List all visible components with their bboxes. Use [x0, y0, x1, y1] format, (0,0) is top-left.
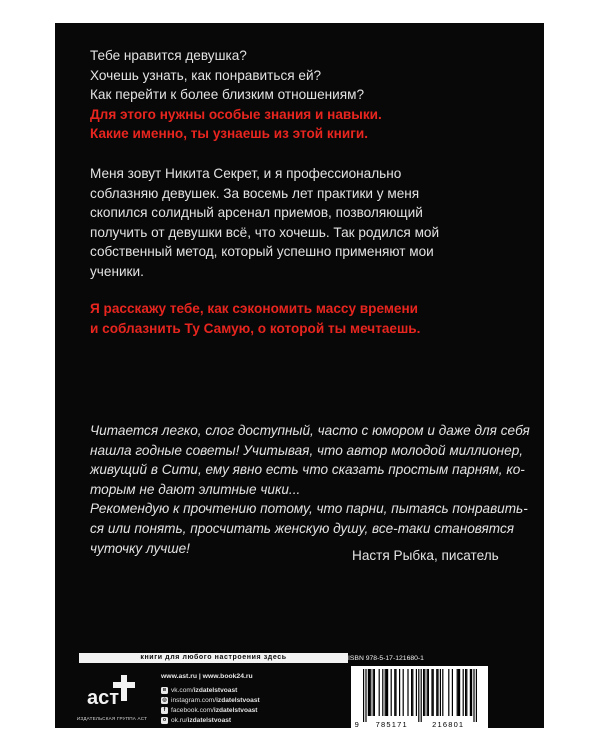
social-link-facebook[interactable] [161, 705, 260, 715]
social-links [161, 685, 260, 725]
intro-highlight: Для этого нужны особые знания и навыки. [90, 106, 382, 122]
barcode-bar [421, 669, 422, 722]
barcode-bar [433, 669, 434, 716]
barcode-bar [473, 669, 474, 722]
barcode-bar [431, 669, 432, 716]
about-line: Меня зовут Никита Секрет, и я профессионально [90, 166, 402, 181]
intro-highlight: Какие именно, ты узнаешь из этой книги. [90, 126, 369, 142]
publisher-websites: www.ast.ru | www.book24.ru [161, 673, 253, 680]
barcode-bar [416, 669, 417, 716]
social-handle: izdatelstvoast [213, 706, 258, 714]
about-line: ученики. [90, 263, 144, 279]
odnoklassniki-icon: о [162, 716, 167, 723]
barcode-bar [466, 669, 467, 716]
isbn-barcode [351, 666, 488, 728]
barcode-bar [428, 669, 429, 716]
social-prefix: facebook.com/ [171, 706, 214, 714]
social-handle: izdatelstvoast [193, 686, 238, 694]
promise-paragraph [90, 299, 420, 338]
barcode-bar [394, 669, 395, 716]
barcode-bar [385, 669, 386, 716]
barcode-bar [436, 669, 437, 716]
about-line: получить от девушки всё, что хочешь. Так родился мой [90, 224, 440, 240]
barcode-bar [424, 669, 425, 716]
barcode-bar [379, 669, 380, 716]
about-author-paragraph [90, 164, 439, 282]
barcode-bar [386, 669, 387, 716]
intro-question: Тебе нравится девушка? [90, 48, 247, 63]
publisher-tagline: книги для любого настроения здесь [79, 653, 348, 663]
about-line: скопился солидный арсенал приемов, позволяющий [90, 205, 423, 221]
barcode-bar [403, 669, 404, 716]
publisher-name: ИЗДАТЕЛЬСКАЯ ГРУППА АСТ [76, 716, 148, 721]
promise-line: Я расскажу тебе, как сэкономить массу времени [90, 301, 419, 316]
barcode-bar [373, 669, 374, 716]
facebook-icon: f [161, 707, 168, 714]
barcode-bar [470, 669, 471, 716]
barcode-bar [370, 669, 371, 716]
ast-logo [85, 673, 141, 711]
barcode-bar [374, 669, 375, 716]
intro-question: Хочешь узнать, как понравиться ей? [90, 67, 322, 83]
social-link-instagram[interactable] [161, 695, 260, 705]
vk-icon: в [162, 686, 167, 693]
barcode-bar [395, 669, 396, 716]
social-handle: izdatelstvoast [216, 696, 260, 704]
barcode-bar [458, 669, 459, 716]
barcode-bar [365, 669, 366, 722]
barcode-bar [423, 669, 424, 716]
barcode-bar [457, 669, 458, 716]
review-line: ся или понять, просчитать женскую душу, все-таки становятся [90, 520, 515, 536]
review-signature: Настя Рыбка, писатель [352, 548, 499, 563]
promise-line: и соблазнить Ту Самую, о которой ты мечтаешь. [90, 320, 421, 336]
barcode-bar [412, 669, 413, 716]
social-link-vk[interactable] [161, 685, 260, 695]
social-handle: izdatelstvoast [187, 716, 232, 724]
barcode-bar [411, 669, 412, 716]
social-prefix: ok.ru/ [171, 716, 188, 724]
barcode-bar [368, 669, 369, 716]
isbn-label: ISBN 978-5-17-121680-1 [348, 655, 424, 662]
barcode-bar [440, 669, 441, 716]
social-link-odnoklassniki[interactable] [161, 715, 260, 725]
barcode-digits: 9 [354, 720, 360, 729]
barcode-bar [399, 669, 400, 716]
barcode-bar [463, 669, 464, 716]
barcode-bar [459, 669, 460, 716]
barcode-bar [437, 669, 438, 716]
about-line: собственный метод, который успешно применяют мои [90, 244, 434, 260]
intro-paragraph [90, 46, 382, 144]
review-line: живущий в Сити, ему явно есть что сказать простым парням, ко- [90, 462, 525, 478]
barcode-digits: 216801 [432, 720, 465, 729]
barcode-digits: 785171 [375, 720, 408, 729]
review-line: торым не дают элитные чики... [90, 481, 301, 497]
barcode-bar [387, 669, 388, 716]
barcode-bar [471, 669, 472, 716]
review-quote [90, 421, 530, 558]
review-line: чуточку лучше! [90, 540, 190, 556]
review-line: Читается легко, слог доступный, часто с юмором и даже для себя [90, 423, 530, 438]
barcode-bar [427, 669, 428, 716]
ast-logo-text: аст [87, 687, 120, 709]
barcode-bar [448, 669, 449, 716]
about-line: соблазняю девушек. За восемь лет практики у меня [90, 185, 420, 201]
barcode-bar [363, 669, 364, 722]
barcode-bar [476, 669, 477, 722]
barcode-bar [418, 669, 419, 722]
barcode-bar [391, 669, 392, 716]
social-prefix: vk.com/ [171, 686, 194, 694]
review-line: Рекомендую к прочтению потому, что парни, пытаясь понравить- [90, 501, 528, 517]
book-back-cover [55, 23, 544, 728]
barcode-bar [369, 669, 370, 716]
social-prefix: instagram.com/ [171, 696, 217, 704]
barcode-bar [442, 669, 443, 716]
barcode-bar [407, 669, 408, 716]
intro-question: Как перейти к более близким отношениям? [90, 87, 365, 103]
instagram-icon: ◎ [162, 696, 167, 703]
review-line: нашла годные советы! Учитывая, что автор молодой миллионер, [90, 442, 524, 458]
barcode-bar [465, 669, 466, 716]
barcode-bar [452, 669, 453, 716]
barcode-bar [382, 669, 383, 716]
